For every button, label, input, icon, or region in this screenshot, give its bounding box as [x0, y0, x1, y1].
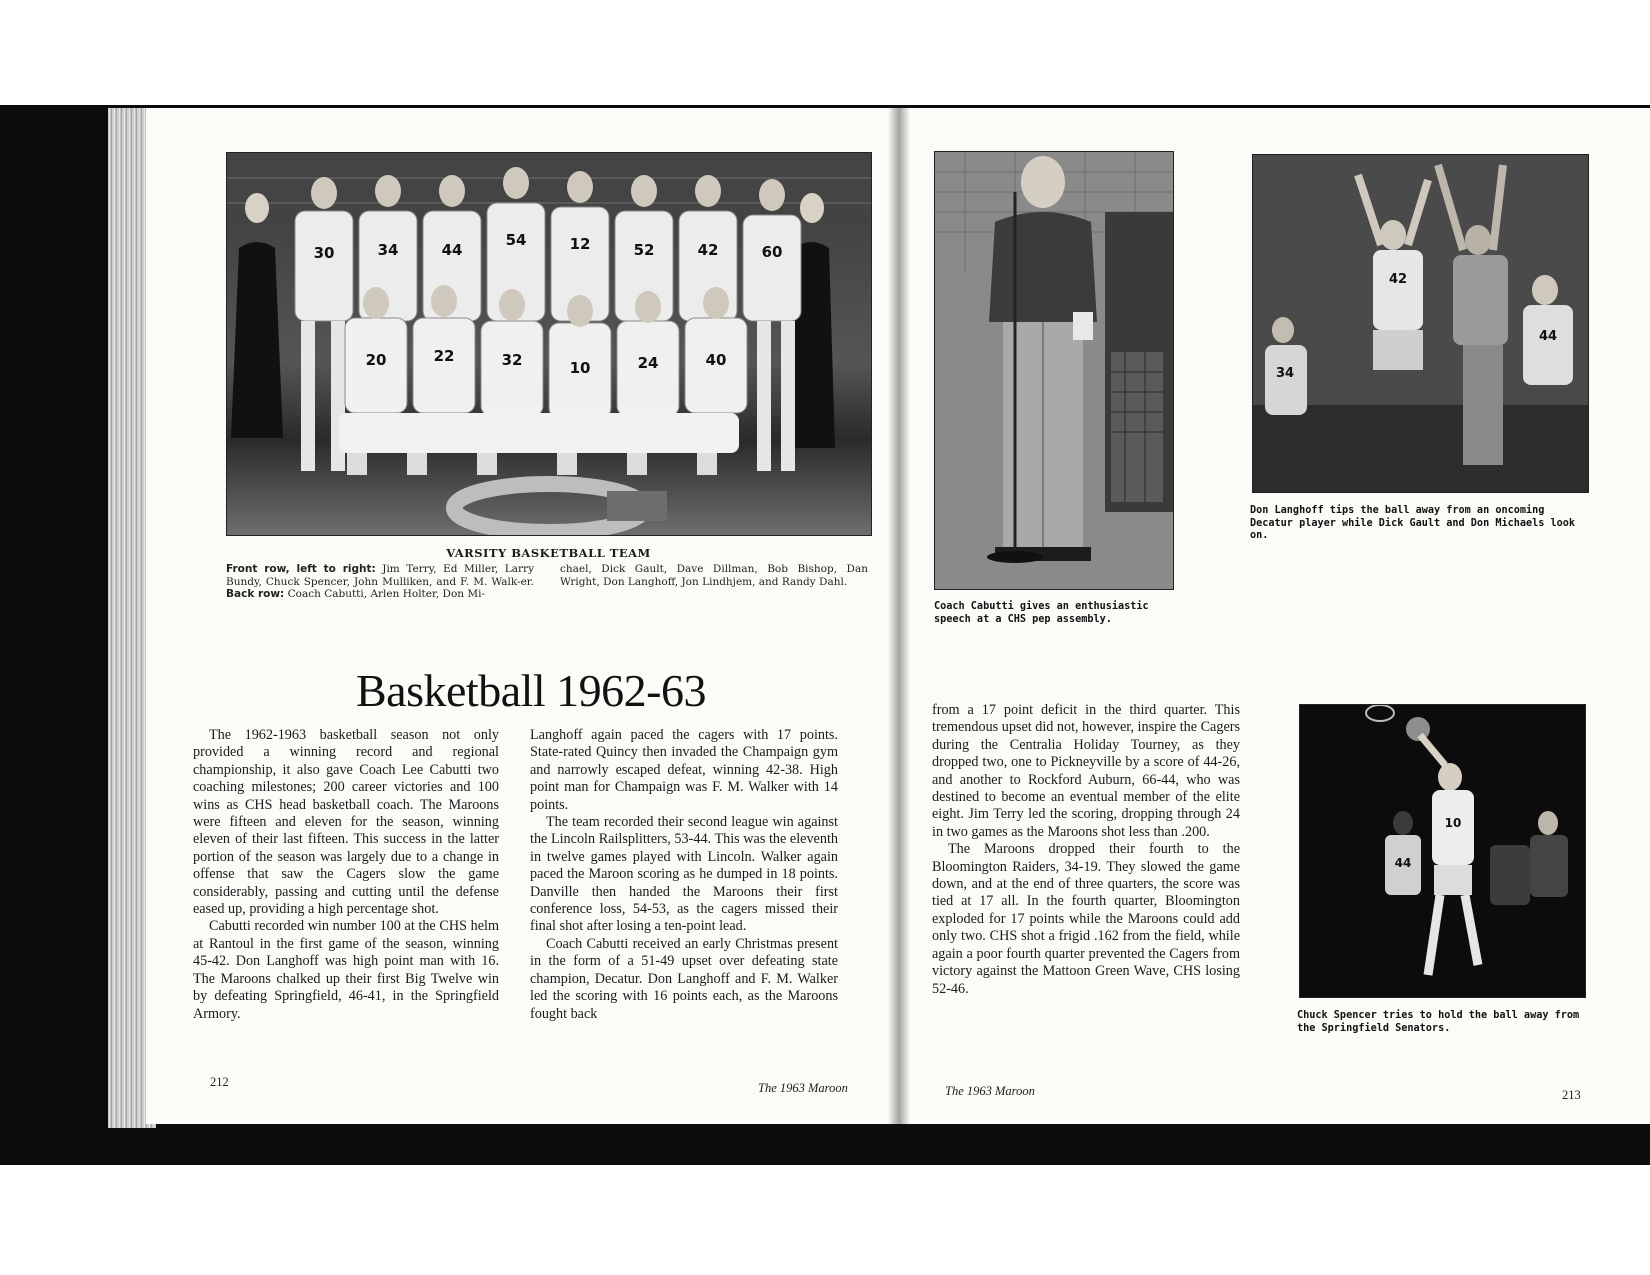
paragraph: The 1962-1963 basketball season not only provided a winning record and regional championship, it also gave Coach Lee Cabutti two coaching milestones; 200 career victories and 100 wins as CHS head basketball coach. The Maroons were fifteen and eleven for the season, winning eleven of their last fifteen. This success in the latter portion of the season was largely due to a change in offense that saw the Cagers slow the game considerably, passing and cutting until the defense eased up, providing a high percentage shot.	[193, 727, 499, 918]
jersey-back-6: 52	[633, 241, 655, 259]
jersey-tip-2: 34	[1275, 366, 1295, 381]
team-photo-title: VARSITY BASKETBALL TEAM	[446, 546, 651, 560]
coach-photo-caption: Coach Cabutti gives an enthusiastic speech at a CHS pep assembly.	[934, 601, 1149, 625]
jersey-spencer-1: 10	[1444, 816, 1462, 830]
article-headline: Basketball 1962-63	[356, 665, 706, 716]
book-gutter	[888, 108, 910, 1124]
jersey-tip-3: 44	[1538, 329, 1558, 344]
spencer-photo	[1299, 704, 1586, 998]
spencer-photo-caption: Chuck Spencer tries to hold the ball away from the Springfield Senators.	[1297, 1010, 1580, 1034]
jersey-front-2: 22	[433, 347, 455, 365]
jersey-front-3: 32	[501, 351, 523, 369]
jersey-tip-1: 42	[1388, 272, 1408, 287]
footer-right: The 1963 Maroon	[945, 1084, 1035, 1098]
team-photo-graphic	[227, 153, 871, 535]
coach-photo-graphic	[935, 152, 1173, 589]
team-caption-right	[560, 563, 868, 588]
paragraph: The team recorded their second league win against the Lincoln Railsplitters, 53-44. This was the eleventh in twelve games played with Lincoln. Walker again paced the Maroon scoring as he dumped in 18 points. Danville then handed the Maroons their first conference loss, 54-53, as the cagers missed their final shot after losing a ten-point lead.	[530, 814, 838, 935]
paragraph: from a 17 point deficit in the third quarter. This tremendous upset did not, however, inspire the Cagers during the Centralia Holiday Tourney, as they dropped two, one to Pickneyville by a score of 44-26, and another to Rockford Auburn, 66-44, who was destined to become an eventual member of the elite eight. Jim Terry led the scoring, dropping through 24 in two games as the Maroons shot less than .200.	[932, 702, 1240, 840]
front-row-names: Jim Terry, Ed Miller, Larry Bundy, Chuck Spencer, John Mulliken, and F. M. Walk-er.	[226, 563, 534, 588]
page-number-left: 212	[210, 1075, 229, 1089]
paragraph: Langhoff again paced the cagers with 17 points. State-rated Quincy then invaded the Champaign gym and narrowly escaped defeat, winning 42-38. High point man for Champaign was F. M. Walker with 14 points.	[530, 727, 838, 813]
spencer-photo-graphic	[1300, 705, 1585, 997]
back-row-names-a: Coach Cabutti, Arlen Holter, Don Mi-	[287, 588, 486, 600]
paragraph: The Maroons dropped their fourth to the Bloomington Raiders, 34-19. They slowed the game down, and at the end of three quarters, the score was tied at 17 all. In the fourth quarter, Bloomington exploded for 17 points while the Maroons could add only two. CHS shot a frigid .162 from the field, while again a poor fourth quarter prevented the Cagers from victory against the Mattoon Green Wave, CHS losing 52-46.	[932, 841, 1240, 997]
jersey-front-5: 24	[637, 354, 659, 372]
page-number-right: 213	[1562, 1088, 1581, 1102]
jersey-back-4: 54	[505, 231, 527, 249]
jersey-front-4: 10	[569, 359, 591, 377]
article-column-3	[932, 702, 1240, 998]
article-column-1	[193, 727, 499, 1023]
jersey-back-1: 30	[313, 244, 335, 262]
jersey-back-2: 34	[377, 241, 399, 259]
tip-photo-graphic	[1253, 155, 1588, 492]
jersey-front-1: 20	[365, 351, 387, 369]
tip-off-photo	[1252, 154, 1589, 493]
jersey-spencer-2: 44	[1394, 856, 1412, 870]
jersey-back-8: 60	[761, 243, 783, 261]
back-row-names-b: chael, Dick Gault, Dave Dillman, Bob Bishop, Dan Wright, Don Langhoff, Jon Lindhjem, and Randy Dahl.	[560, 563, 868, 588]
back-row-label: Back row:	[226, 588, 285, 600]
jersey-back-5: 12	[569, 235, 591, 253]
team-photo	[226, 152, 872, 536]
paragraph: Coach Cabutti received an early Christmas present in the form of a 51-49 upset over defeating state champion, Decatur. Don Langhoff and F. M. Walker led the scoring with 16 points each, as the Maroons fought back	[530, 935, 838, 1022]
jersey-front-6: 40	[705, 351, 727, 369]
team-caption-left	[226, 563, 534, 601]
footer-left: The 1963 Maroon	[758, 1081, 848, 1095]
tip-photo-caption: Don Langhoff tips the ball away from an oncoming Decatur player while Dick Gault and Don Michaels look on.	[1250, 505, 1576, 541]
front-row-label: Front row, left to right:	[226, 563, 376, 575]
jersey-back-3: 44	[441, 241, 463, 259]
article-column-2	[530, 727, 838, 1023]
jersey-back-7: 42	[697, 241, 719, 259]
paragraph: Cabutti recorded win number 100 at the CHS helm at Rantoul in the first game of the season, winning 45-42. Don Langhoff was high point man with 16. The Maroons chalked up their first Big Twelve win by defeating Springfield, 46-41, in the Springfield Armory.	[193, 918, 499, 1022]
coach-speech-photo	[934, 151, 1174, 590]
